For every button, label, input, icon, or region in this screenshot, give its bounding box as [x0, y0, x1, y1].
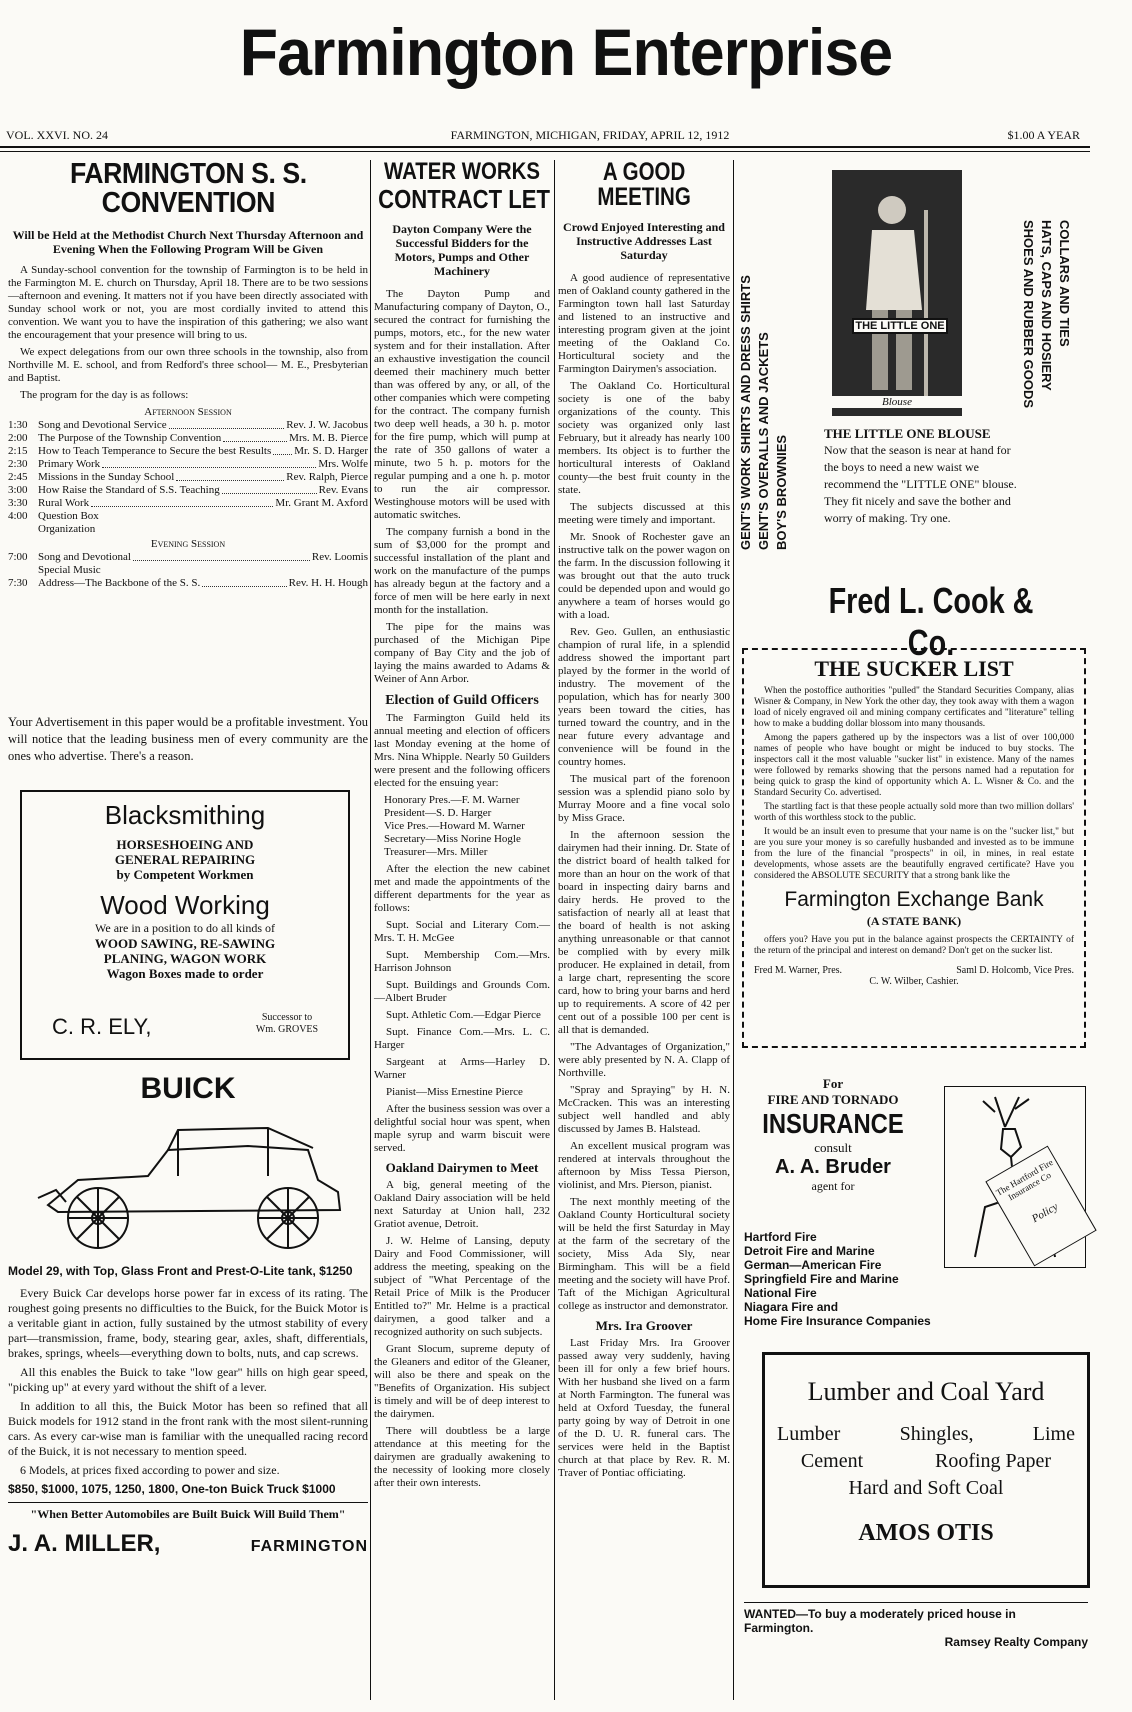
stag-illustration [944, 1086, 1086, 1268]
program-row [8, 471, 368, 484]
lumber-item: Lime [1032, 1423, 1075, 1445]
advertising-note-text: Your Advertisement in this paper would be a profitable investment. You will notice that the leading business men of every community are the ones who advertise. There's a reason. [8, 715, 368, 763]
program-time [8, 523, 38, 536]
program-item: The Purpose of the Township Convention [38, 432, 222, 444]
column-rule [733, 160, 734, 1700]
guild-officer: President—S. D. Harger [384, 807, 492, 819]
convention-headline: FARMINGTON S. S. CONVENTION [69, 158, 307, 219]
cook-vertical-line: SHOES AND RUBBER GOODS [1021, 220, 1036, 409]
program-row [8, 510, 368, 523]
lumber-item: Cement [800, 1450, 864, 1472]
insurance-company: Springfield Fire and Marine [744, 1272, 899, 1286]
insurance-company: Home Fire Insurance Companies [744, 1314, 931, 1328]
guild-officer: Honorary Pres.—F. M. Warner [384, 794, 520, 806]
dairymen-headline: Oakland Dairymen to Meet [385, 1160, 539, 1175]
insurance-companies [744, 1230, 964, 1328]
cook-firm-name: Fred L. Cook & Co. [828, 580, 1034, 663]
sucker-paragraph: When the postoffice authorities "pulled" the Standard Securities Company, alias Wisner & Company, in New York the other day, they took away with them a wagon load of nicely engraved oil and mining company certificates and "literature" telling how to make a budding dollar blossom into many thousands. [754, 686, 1074, 729]
leader-dots [102, 458, 316, 468]
program-item: Question Box [38, 510, 99, 522]
program-time: 7:30 [8, 577, 28, 589]
groover-paragraph: Last Friday Mrs. Ira Groover passed away very suddenly, having been ill for only a few brief hours. With her husband she lived on a farm at North Farmington. The funeral was held at Oxford Tuesday, the funeral party going by way of Detroit in one of the D. U. R. funeral cars. The services were held in the Baptist church at that place by Rev. R. M. Traver of Pontiac officiating. [558, 1337, 730, 1479]
evening-rows [8, 551, 368, 590]
evening-session-title: Evening Session [150, 538, 226, 550]
column-rule [554, 160, 555, 1700]
convention-paragraph: The program for the day is as follows: [20, 389, 189, 401]
leader-dots [169, 419, 285, 429]
program-row [8, 551, 368, 564]
good-meeting-paragraph: An excellent musical program was rendered at intervals throughout the afternoon by Miss Tessa Pierson, violinist, and Mrs. Pierson, pianist. [558, 1140, 730, 1191]
good-meeting-paragraph: The next monthly meeting of the Oakland County Horticultural society will be held the first Saturday in May at the farm of the secretary of the society, Miss Ada Sly, near Birmingham. This will be a field meeting and the society will have Prof. Taft of the Michigan Agricultural college as instructor and demonstrator. [558, 1196, 730, 1312]
program-time: 2:00 [8, 432, 28, 444]
waterworks-paragraph: The pipe for the mains was purchased of the Michigan Pipe company of Bay City and the job of laying the mains awarded to Adams & Weiner of Ann Arbor. [374, 621, 550, 685]
program-speaker: Mr. S. D. Harger [294, 445, 368, 457]
wanted-notice [744, 1602, 1088, 1649]
bank-officers [754, 965, 1074, 976]
bank-officer: Fred M. Warner, Pres. [754, 965, 843, 976]
waterworks-headline-2: CONTRACT LET [378, 184, 550, 214]
program-row [8, 458, 368, 471]
lumber-ad [762, 1352, 1090, 1588]
buick-dealer-name: J. A. MILLER, [8, 1530, 161, 1557]
insurance-company: Niagara Fire and [744, 1300, 839, 1314]
good-meeting-paragraph: In the afternoon session the dairymen had their inning. Dr. State of the district board of health talked for more than an hour on the work of that board in inspecting dairy barns and dairy herds. He proved to the satisfaction of nearly all at least that the board of health is not asking anything unreasonable or that cannot be complied with by every milk producer. He explained in detail, from a large chart, representing the score card, how to bring your barns and herd up to requirements. A score of 42 per cent out of a possible 100 per cent is all that is demanded. [558, 829, 730, 1036]
woodworking-title: Wood Working [100, 890, 270, 920]
buick-paragraph: Every Buick Car develops horse power far in excess of its rating. The roughest going presents no difficulties to the Buick, for the Buick Motor is a veritable giant in action, fully sustained by the utmost stability of every part—transmission, frame, body, stearing gear, axles, shaft, differentials, brakes, springs, wheels—everything down to bolts, nuts, and cap screws. [8, 1286, 368, 1360]
successor-note [242, 1012, 332, 1036]
bank-officer: Saml D. Holcomb, Vice Pres. [956, 965, 1074, 976]
blouse-title: THE LITTLE ONE BLOUSE [824, 426, 991, 441]
convention-subhead: Will be Held at the Methodist Church Next Thursday Afternoon and Evening When the Following Program Will be Given [12, 228, 364, 256]
guild-officer: Treasurer—Mrs. Miller [384, 846, 488, 858]
seal-text: The Hartford Fire Insurance Co [994, 1157, 1055, 1203]
blacksmith-line: Wagon Boxes made to order [106, 966, 264, 981]
leader-dots [176, 471, 284, 481]
program-time: 7:00 [8, 551, 28, 563]
buick-prices: $850, $1000, 1075, 1250, 1800, One-ton Buick Truck $1000 [8, 1482, 336, 1496]
program-row [8, 432, 368, 445]
program-speaker: Mrs. Wolfe [318, 458, 368, 470]
blacksmith-owner: C. R. ELY, [52, 1014, 152, 1039]
volume-number: VOL. XXVI. NO. 24 [6, 128, 108, 142]
program-item: Missions in the Sunday School [38, 471, 175, 483]
dairymen-paragraph: There will doubtless be a large attendance at this meeting for the dairymen are gradually awakening to the necessity of looking more closely after their own interests. [374, 1425, 550, 1489]
program-speaker: Rev. Loomis [311, 551, 368, 563]
cook-ad [738, 160, 1090, 663]
program-item: How to Teach Temperance to Secure the best Results [38, 445, 272, 457]
lumber-item: Hard and Soft Coal [848, 1477, 1004, 1499]
guild-appointment: Supt. Athletic Com.—Edgar Pierce [386, 1009, 541, 1021]
program-item: Special Music [38, 564, 101, 576]
program-row [8, 497, 368, 510]
program-row [8, 419, 368, 432]
program-row [8, 484, 368, 497]
program-speaker: Rev. Evans [318, 484, 368, 496]
program-item: Rural Work [38, 497, 90, 509]
folio-rule-thin [0, 151, 1090, 152]
leader-dots [223, 432, 287, 442]
program-time: 3:00 [8, 484, 28, 496]
blouse-text: Now that the season is near at hand for the boys to need a new waist we recommend the "LITTLE ONE" blouse. They fit nicely and save the bother and worry of making. Try one. [824, 443, 1017, 525]
column-rule [370, 160, 371, 1700]
bank-state: (A STATE BANK) [866, 914, 962, 928]
lumber-owner: AMOS OTIS [858, 1520, 994, 1546]
leader-dots [133, 551, 310, 561]
program-item: Song and Devotional Service [38, 419, 167, 431]
subscription-price: $1.00 A YEAR [1007, 128, 1080, 142]
buick-dealer [8, 1530, 368, 1558]
good-meeting-paragraph: The subjects discussed at this meeting were timely and important. [558, 501, 730, 526]
blacksmith-line: WOOD SAWING, RE-SAWING [94, 936, 276, 951]
program-time: 2:30 [8, 458, 28, 470]
dairymen-paragraph: J. W. Helme of Lansing, deputy Dairy and Food Commissioner, will address the meeting, speaking on the subject of "What Percentage of the Retail Price of Milk is the Producer Entitled to?" Mr. Helme is a practical dairymen, a good talker and a recognized authority on such subjects. [374, 1235, 550, 1338]
program-item: Organization [38, 523, 96, 535]
successor-label: Successor to [261, 1012, 313, 1023]
folio-rule [0, 146, 1090, 148]
buick-car-illustration [18, 1110, 358, 1260]
cook-vertical-line: COLLARS AND TIES [1057, 220, 1072, 347]
insurance-company: German—American Fire [744, 1258, 882, 1272]
bank-name: Farmington Exchange Bank [784, 888, 1044, 911]
middle-column [374, 160, 550, 1700]
insurance-for: For [822, 1076, 844, 1091]
lumber-item: Roofing Paper [934, 1450, 1052, 1472]
guild-paragraph: After the election the new cabinet met and made the appointments of the different departments for the year as follows: [374, 863, 550, 914]
bank-officer: C. W. Wilber, Cashier. [869, 976, 959, 987]
insurance-company: Detroit Fire and Marine [744, 1244, 875, 1258]
good-meeting-column [558, 160, 730, 1700]
insurance-line: FIRE AND TORNADO [767, 1092, 899, 1107]
blacksmith-line: We are in a position to do all kinds of [95, 921, 275, 935]
good-meeting-paragraph: "The Advantages of Organization," were ably presented by N. A. Clapp of Northville. [558, 1041, 730, 1079]
program-row [8, 523, 368, 536]
afternoon-session-title: Afternoon Session [144, 406, 232, 418]
program-time: 3:30 [8, 497, 28, 509]
leader-dots [273, 445, 292, 455]
blouse-word: Blouse [832, 396, 962, 408]
blacksmith-title: Blacksmithing [104, 800, 266, 830]
lumber-item: Lumber [777, 1423, 841, 1445]
waterworks-paragraph: The company furnish a bond in the sum of $3,000 for the prompt and successful installation of the plant and work on the manufacture of the pumps has already begun at the factory and a force of men will be here early in next month for the installation. [374, 526, 550, 616]
good-meeting-paragraph: Mr. Snook of Rochester gave an instructive talk on the power wagon on the farm. In the discussion following it was brought out that the auto truck could be depended upon and would go anywhere a team of horses would go with a load. [558, 531, 730, 621]
convention-paragraph: A Sunday-school convention for the township of Farmington is to be held in the Farmington M. E. church on Thursday, April 18. There are to be two sessions—afternoon and evening. It matters not if you have been directly associated with Sunday school work or not, you are most cordially invited to attend this convention. We want you to have the inspiration of this gathering; we also want the encouragement that your presence will bring to us. [8, 264, 368, 341]
program-time: 4:00 [8, 510, 28, 522]
insurance-company: Hartford Fire [744, 1230, 817, 1244]
blacksmith-line: by Competent Workmen [116, 867, 254, 882]
insurance-company: National Fire [744, 1286, 817, 1300]
leader-dots [91, 497, 273, 507]
lumber-item: Shingles, [899, 1423, 974, 1445]
waterworks-paragraph: The Dayton Pump and Manufacturing company of Dayton, O., secured the contract for furnishing the pumps, motors, etc., for the new water system and for their installation. After an exhaustive investigation the council deemed their machinery much better than was offered by any, or all, of the other companies which were competing for the contract. The company furnish two deep well heads, a 30 h. p. motor for the fire pump, which will pump at the rate of 350 gallons of water a minute, two 5 h. p. motors for the regular pumping and a one h. p. motor to run the air compressor. Westinghouse motors will be used with automatic switches. [374, 288, 550, 521]
afternoon-rows [8, 419, 368, 536]
program-item: Address—The Backbone of the S. S. [38, 577, 201, 589]
guild-appointment: Supt. Finance Com.—Mrs. L. C. Harger [374, 1026, 550, 1051]
program-item: How Raise the Standard of S.S. Teaching [38, 484, 220, 496]
blacksmith-ad [20, 790, 350, 1060]
policy-word: Policy [1029, 1200, 1061, 1226]
cook-vertical-line: BOY'S BROWNIES [774, 434, 789, 550]
lumber-row [765, 1423, 1087, 1446]
blacksmith-line: HORSESHOEING AND [116, 837, 254, 852]
guild-appointment: Supt. Membership Com.—Mrs. Harrison Johnson [374, 949, 550, 974]
guild-officer: Vice Pres.—Howard M. Warner [384, 820, 525, 832]
buick-paragraph: All this enables the Buick to take "low gear" hills on high gear speed, "picking up" at every yard without the shift of a lever. [8, 1365, 368, 1394]
buick-title: BUICK [140, 1072, 236, 1105]
convention-article [8, 160, 368, 728]
leader-dots [202, 577, 286, 587]
buick-paragraph: In addition to all this, the Buick Motor has been so refined that all Buick models for 1912 stand in the front rank with the most silent-running cars. As every car-wise man is familiar with the unequalled racing record of the Buick, it is not necessary to mention speed. [8, 1399, 368, 1458]
sucker-paragraph: It would be an insult even to presume that your name is on the "sucker list," but are you sure your money is so carefully husbanded and invested as to be immune from the lure of the financial "prospects" in oil, in mines, in real estate developments, whose assets are the beautifully engraved certificate? Have you considered the ABSOLUTE SECURITY that a strong bank like the [754, 827, 1074, 881]
sucker-list-title: THE SUCKER LIST [814, 656, 1014, 681]
good-meeting-paragraph: The musical part of the forenoon session was a splendid piano solo by Murray Moore and a fine vocal solo by Miss Grace. [558, 773, 730, 824]
guild-headline: Election of Guild Officers [385, 693, 539, 708]
buick-caption: Model 29, with Top, Glass Front and Prest-O-Lite tank, $1250 [8, 1264, 353, 1278]
program-time: 2:15 [8, 445, 28, 457]
sucker-paragraph: The startling fact is that these people actually sold more than two million dollars' worth of this worthless stock to the public. [754, 802, 1074, 823]
program-row [8, 577, 368, 590]
program-item: Primary Work [38, 458, 101, 470]
buick-paragraph: 6 Models, at prices fixed according to power and size. [20, 1463, 280, 1477]
blouse-text-block [824, 426, 1024, 527]
insurance-agent-name: A. A. Bruder [775, 1156, 891, 1178]
dateline: FARMINGTON, MICHIGAN, FRIDAY, APRIL 12, 1912 [450, 128, 730, 142]
guild-paragraph: The Farmington Guild held its annual meeting and election of officers last Monday evening at the home of Mrs. Nina Whipple. Nearly 50 Guilders were present and the following officers elected for the ensuing year: [374, 712, 550, 789]
guild-officers [374, 794, 550, 859]
program-row [8, 564, 368, 577]
lumber-row [765, 1450, 1087, 1473]
insurance-title: INSURANCE [762, 1108, 904, 1139]
leader-dots [222, 484, 317, 494]
program-item: Song and Devotional [38, 551, 131, 563]
dairymen-paragraph: A big, general meeting of the Oakland Dairy association will be held next Saturday at Union hall, 232 Gratiot avenue, Detroit. [374, 1179, 550, 1230]
successor-name: Wm. GROVES [255, 1024, 319, 1035]
program-time: 1:30 [8, 419, 28, 431]
program-row [8, 445, 368, 458]
program-speaker: Rev. J. W. Jacobus [286, 419, 368, 431]
blouse-photo [832, 170, 962, 416]
buick-slogan: "When Better Automobiles are Built Buick Will Build Them" [8, 1502, 368, 1522]
good-meeting-headline: A GOOD MEETING [597, 158, 691, 211]
sucker-paragraph: Among the papers gathered up by the inspectors was a list of over 100,000 names of people who have bought or might be induced to buy stocks. The inspectors call it the most valuable "sucker list" in existence. Many of the names were followed by remarks showing that the persons named had a reputation for being quick to grasp the kind of opportunity which A. L. Wisner & Co. and the Standard Security Co. advertised. [754, 733, 1074, 798]
blouse-label: THE LITTLE ONE [852, 318, 948, 334]
guild-appointment: Supt. Buildings and Grounds Com.—Albert Bruder [374, 979, 550, 1004]
good-meeting-paragraph: The Oakland Co. Horticultural society is one of the baby organizations of the county. This society was organized only last February, but it already has nearly 100 members. Its object is to further the horticultural interests of Oakland county—the best fruit county in the state. [558, 380, 730, 496]
groover-headline: Mrs. Ira Groover [595, 1318, 693, 1333]
convention-paragraph: We expect delegations from our own three schools in the township, also from Northville M. E. school, and from Redford's three school— M. E., Presbyterian and Baptist. [8, 346, 368, 384]
buick-dealer-town: FARMINGTON [250, 1538, 368, 1555]
insurance-agent-for: agent for [811, 1179, 855, 1193]
guild-appointment: Pianist—Miss Ernestine Pierce [386, 1086, 523, 1098]
wanted-agent: Ramsey Realty Company [944, 1635, 1088, 1649]
blacksmith-line: GENERAL REPAIRING [114, 852, 256, 867]
masthead-title: Farmington Enterprise [239, 15, 893, 89]
waterworks-headline: WATER WORKS [383, 158, 540, 185]
lumber-title: Lumber and Coal Yard [807, 1377, 1045, 1406]
guild-officer: Secretary—Miss Norine Hogle [384, 833, 521, 845]
program-speaker: Rev. Ralph, Pierce [286, 471, 368, 483]
blacksmith-line: PLANING, WAGON WORK [103, 951, 267, 966]
wanted-text: WANTED—To buy a moderately priced house in Farmington. [744, 1607, 1016, 1635]
guild-appointment: Sargeant at Arms—Harley D. Warner [374, 1056, 550, 1081]
cook-vertical-line: GENT'S WORK SHIRTS AND DRESS SHIRTS [738, 275, 753, 550]
boy-figure-icon [832, 170, 962, 416]
cook-vertical-line: HATS, CAPS AND HOSIERY [1039, 220, 1054, 391]
advertising-note [8, 714, 368, 774]
good-meeting-paragraph: A good audience of representative men of Oakland county gathered in the Farmington town hall last Saturday and listened to an instructive and interesting program given at the joint meeting of the Oakland Co. Horticultural society and the Farmington Dairymen's association. [558, 272, 730, 375]
program-speaker: Mrs. M. B. Pierce [289, 432, 368, 444]
afternoon-program [8, 406, 368, 590]
buick-ad [8, 1066, 368, 1700]
good-meeting-paragraph: Rev. Geo. Gullen, an enthusiastic champion of rural life, in a splendid address showed the important part played by the former in the world of industry. The movement of the population, which has for nearly 300 years been toward the cities, has turned toward the country, and in the near future every advantage and convenience will be found in the country homes. [558, 626, 730, 768]
guild-paragraph: After the business session was over a delightful social hour was spent, when maple syrup and warm biscuit were served. [374, 1103, 550, 1154]
insurance-ad [744, 1076, 1088, 1328]
program-speaker: Rev. H. H. Hough [288, 577, 368, 589]
good-meeting-paragraph: "Spray and Spraying" by H. N. McCracken. This was an interesting subject well handled and ably discussed by James B. Halstead. [558, 1084, 730, 1135]
waterworks-subhead: Dayton Company Were the Successful Bidders for the Motors, Pumps and Other Machinery [392, 222, 532, 278]
cook-vertical-line: GENT'S OVERALLS AND JACKETS [756, 332, 771, 550]
program-time: 2:45 [8, 471, 28, 483]
program-speaker: Mr. Grant M. Axford [275, 497, 368, 509]
good-meeting-subhead: Crowd Enjoyed Interesting and Instructive Addresses Last Saturday [563, 220, 725, 262]
guild-appointment: Supt. Social and Literary Com.—Mrs. T. H. McGee [374, 919, 550, 944]
insurance-consult: consult [814, 1140, 852, 1155]
dairymen-paragraph: Grant Slocum, supreme deputy of the Gleaners and editor of the Gleaner, will also be there and speak on the "Benefits of Organization. His subject is timely and will be of deep interest to the dairymen. [374, 1343, 550, 1420]
sucker-paragraph: offers you? Have you put in the balance against prospects the CERTAINTY of the return of the principal and interest on demand? Don't get on the sucker list. [754, 935, 1074, 956]
program-time [8, 564, 38, 577]
sucker-list-ad [742, 648, 1086, 1048]
